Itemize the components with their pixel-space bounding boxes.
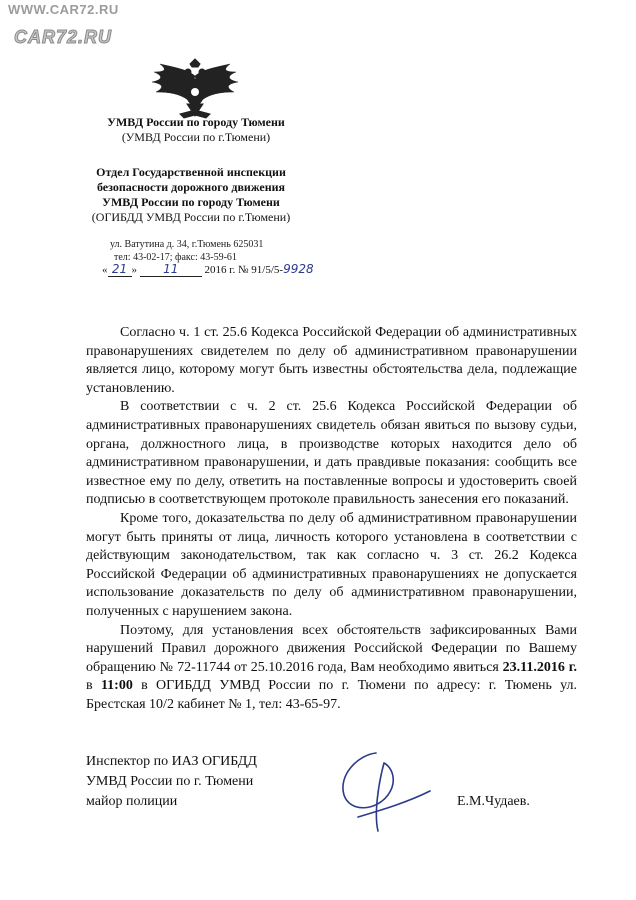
dept-name-line2: безопасности дорожного движения	[96, 180, 286, 194]
signatory-name: Е.М.Чудаев.	[457, 794, 530, 809]
organization-header	[60, 115, 332, 145]
paragraph-3: Кроме того, доказательства по делу об административном правонарушении могут быть приняты от лица, личность которого установлена в соответствии с действующим законодательством, так как согласно ч. 3 ст. 26.2 Кодекса Российской Федерации об административных правонарушениях не допускается использование доказательств по делу об административном правонарушении, полученных с нарушением закона.	[86, 510, 577, 619]
doc-number-prefix: 91/5/5-	[251, 264, 284, 276]
org-short-name: (УМВД России по г.Тюмени)	[121, 130, 271, 144]
watermark-logo: CAR72.RU	[14, 27, 113, 47]
signatory-block	[86, 752, 257, 812]
paragraph-4-text-b: в	[86, 678, 93, 694]
paragraph-1: Согласно ч. 1 ст. 25.6 Кодекса Российской Федерации об административных правонарушениях свидетелем по делу об административном правонарушении является лицо, которому могут быть известны обстоятельства дела, подлежащие установлению.	[86, 325, 577, 396]
date-month: 11	[140, 262, 202, 277]
address-phones: тел: 43-02-17; факс: 43-59-61	[114, 252, 237, 263]
dept-name-line1: Отдел Государственной инспекции	[96, 165, 286, 179]
signatory-department: УМВД России по г. Тюмени	[86, 774, 254, 789]
appointment-date: 23.11.2016 г.	[502, 659, 577, 675]
date-open-quote: «	[102, 264, 108, 276]
signatory-position: Инспектор по ИАЗ ОГИБДД	[86, 754, 257, 769]
appointment-time: 11:00	[100, 678, 133, 694]
paragraph-2: В соответствии с ч. 2 ст. 25.6 Кодекса Российской Федерации об административных правонарушениях свидетель обязан явиться по вызову судьи, органа, должностного лица, в производстве которых находится дело об административном правонарушении, и дать правдивые показания: сообщить все известное ему по делу, ответить на поставленные вопросы и удостоверить своей подписью в соответствующем протоколе правильность занесения его показаний.	[86, 399, 577, 508]
date-close-quote: »	[131, 264, 137, 276]
paragraph-4	[86, 622, 577, 715]
org-name: УМВД России по городу Тюмени	[107, 115, 285, 129]
address-street: ул. Ватутина д. 34, г.Тюмень 625031	[110, 239, 264, 250]
paragraph-4-text-c: в ОГИБДД УМВД России по г. Тюмени по адресу: г. Тюмень ул. Брестская 10/2 кабинет № 1, тел: 43-65-97.	[86, 678, 578, 712]
date-number-line	[102, 262, 314, 277]
dept-short-name: (ОГИБДД УМВД России по г.Тюмени)	[91, 210, 291, 224]
letter-body	[86, 324, 577, 714]
watermark-url: WWW.CAR72.RU	[8, 2, 119, 17]
signatory-rank: майор полиции	[86, 794, 178, 809]
doc-number: 9928	[283, 262, 314, 276]
date-day: 21	[108, 262, 132, 277]
department-header	[56, 165, 326, 225]
dept-name-line3: УМВД России по городу Тюмени	[102, 195, 280, 209]
paragraph-4-text-a: Поэтому, для установления всех обстоятельств зафиксированных Вами нарушений Правил дорожного движения Российской Федерации по Вашему обращению № 72-11744 от 25.10.2016 года, Вам необходимо явиться	[86, 622, 577, 675]
date-year-label: 2016 г. №	[204, 264, 249, 276]
handwritten-signature-icon	[318, 745, 438, 835]
